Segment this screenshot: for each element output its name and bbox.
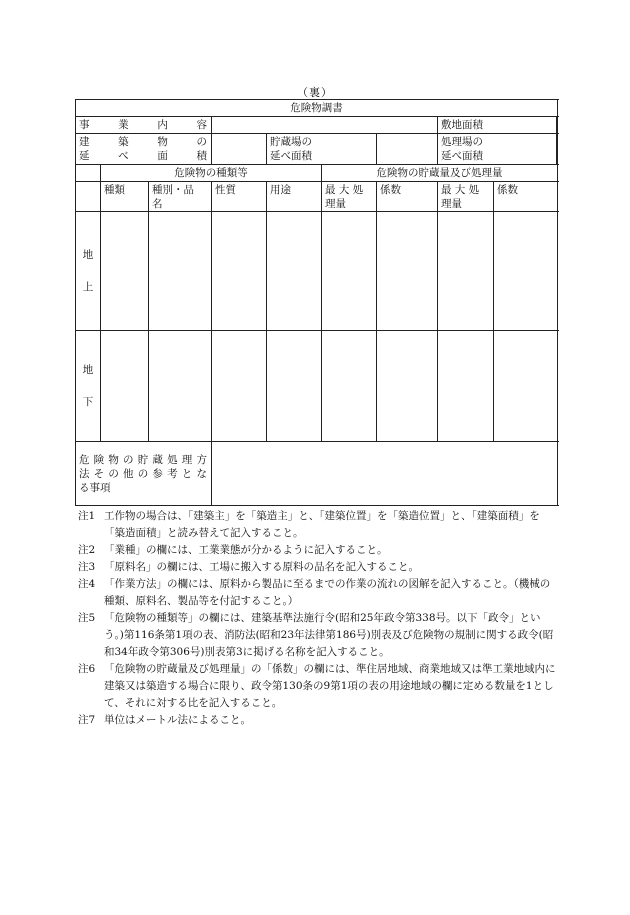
note-2-text: 「業種」の欄には、工業業態が分かるように記入すること。 <box>104 544 388 556</box>
col-max-qty-2 <box>438 182 494 212</box>
col-use <box>267 182 322 212</box>
types-group-header: 危険物の種類等 <box>101 165 322 182</box>
above-use-cell[interactable] <box>267 212 322 331</box>
note-4-number: 注4 <box>78 578 96 590</box>
note-4 <box>78 576 560 610</box>
notes-section <box>78 508 560 729</box>
note-3 <box>78 559 560 576</box>
processing-floor-area-line2: 延べ面積 <box>441 150 483 162</box>
remarks-label-line1: 危険物の貯蔵処理方 <box>79 453 208 466</box>
above-max-qty-2-cell[interactable] <box>438 212 494 331</box>
col-coefficient-2 <box>494 182 558 212</box>
note-6 <box>78 661 560 712</box>
note-5-text: 「危険物の種類等」の欄には、建築基準法施行令(昭和25年政令第338号。以下「政令」という。)第116条第1項の表、消防法(昭和23年法律第186号)別表及び危険物の規制に関する政令(昭和34年政令第306号)別表第3に掲げる名称を記入すること。 <box>104 612 554 658</box>
form-title: 危険物調書 <box>76 100 558 117</box>
col-kind-label: 種類 <box>104 184 125 196</box>
underground-label <box>76 331 101 442</box>
above-property-cell[interactable] <box>212 212 267 331</box>
col-property <box>212 182 267 212</box>
building-floor-area-line1: 建築物の <box>79 136 208 148</box>
above-ground-label <box>76 212 101 331</box>
underground-char-2: 下 <box>82 396 94 408</box>
col-category-name-line1: 種別・品 <box>152 184 194 196</box>
business-content-field[interactable] <box>212 117 438 134</box>
below-use-cell[interactable] <box>267 331 322 442</box>
storage-floor-area-line1: 貯蔵場の <box>270 136 312 148</box>
above-category-cell[interactable] <box>149 212 212 331</box>
storage-floor-area-line2: 延べ面積 <box>270 150 312 162</box>
note-3-text: 「原料名」の欄には、工場に搬入する原料の品名を記入すること。 <box>104 561 419 573</box>
storage-floor-area-field[interactable] <box>377 134 438 165</box>
note-6-text: 「危険物の貯蔵量及び処理量」の「係数」の欄には、準住居地域、商業地域又は準工業地域内に建築又は築造する場合に限り、政令第130条の9第1項の表の用途地域の欄に定める数量を1として、それに対する比を記入すること。 <box>104 663 556 709</box>
below-coefficient-1-cell[interactable] <box>377 331 438 442</box>
business-content-label: 事業内容 <box>76 117 212 134</box>
note-1 <box>78 508 560 542</box>
remarks-label-line2: 法その他の参考とな <box>79 467 208 480</box>
col-max-qty-2-line1: 最 大 処 <box>441 184 480 196</box>
remarks-label-line3: る事項 <box>79 481 111 494</box>
group-header-spacer <box>76 165 101 182</box>
building-floor-area-line2: 延べ面積 <box>79 150 208 162</box>
col-coefficient-1 <box>377 182 438 212</box>
note-2-number: 注2 <box>78 544 96 556</box>
column-header-spacer <box>76 182 101 212</box>
col-category-name <box>149 182 212 212</box>
below-max-qty-1-cell[interactable] <box>322 331 377 442</box>
note-7-text: 単位はメートル法によること。 <box>104 714 251 726</box>
processing-floor-area-label <box>438 134 557 165</box>
col-kind <box>101 182 149 212</box>
note-4-text: 「作業方法」の欄には、原料から製品に至るまでの作業の流れの図解を記入すること。（機械の種類、原料名、製品等を付記すること。） <box>104 578 551 607</box>
processing-floor-area-line1: 処理場の <box>441 136 483 148</box>
site-area-field[interactable] <box>557 117 558 134</box>
above-ground-char-2: 上 <box>82 281 94 293</box>
below-kind-cell[interactable] <box>101 331 149 442</box>
note-3-number: 注3 <box>78 561 96 573</box>
below-category-cell[interactable] <box>149 331 212 442</box>
hazardous-materials-form <box>75 99 558 506</box>
above-max-qty-1-cell[interactable] <box>322 212 377 331</box>
below-coefficient-2-cell[interactable] <box>494 331 558 442</box>
col-coefficient-1-label: 係数 <box>380 184 401 196</box>
col-max-qty-1-line1: 最 大 処 <box>325 184 364 196</box>
below-property-cell[interactable] <box>212 331 267 442</box>
col-max-qty-1-line2: 理量 <box>325 198 346 210</box>
note-6-number: 注6 <box>78 663 96 675</box>
above-coefficient-2-cell[interactable] <box>494 212 558 331</box>
page-side-label: （裏） <box>297 86 333 99</box>
note-7 <box>78 712 560 729</box>
col-category-name-line2: 名 <box>152 198 163 210</box>
building-floor-area-field[interactable] <box>212 134 267 165</box>
note-5 <box>78 610 560 661</box>
col-use-label: 用途 <box>270 184 291 196</box>
underground-char-1: 地 <box>82 364 94 376</box>
processing-floor-area-field[interactable] <box>557 134 558 165</box>
remarks-field[interactable] <box>212 442 558 506</box>
remarks-label <box>76 442 212 506</box>
below-max-qty-2-cell[interactable] <box>438 331 494 442</box>
note-5-number: 注5 <box>78 612 96 624</box>
above-kind-cell[interactable] <box>101 212 149 331</box>
note-1-text: 工作物の場合は、「建築主」を「築造主」と、「建築位置」を「築造位置」と、「建築面積」を「築造面積」と読み替えて記入すること。 <box>104 510 540 539</box>
note-7-number: 注7 <box>78 714 96 726</box>
site-area-label: 敷地面積 <box>438 117 557 134</box>
col-property-label: 性質 <box>215 184 236 196</box>
quantities-group-header: 危険物の貯蔵量及び処理量 <box>322 165 558 182</box>
col-max-qty-2-line2: 理量 <box>441 198 462 210</box>
above-coefficient-1-cell[interactable] <box>377 212 438 331</box>
note-2 <box>78 542 560 559</box>
col-max-qty-1 <box>322 182 377 212</box>
building-floor-area-label <box>76 134 212 165</box>
note-1-number: 注1 <box>78 510 96 522</box>
storage-floor-area-label <box>267 134 377 165</box>
col-coefficient-2-label: 係数 <box>497 184 518 196</box>
above-ground-char-1: 地 <box>82 249 94 261</box>
